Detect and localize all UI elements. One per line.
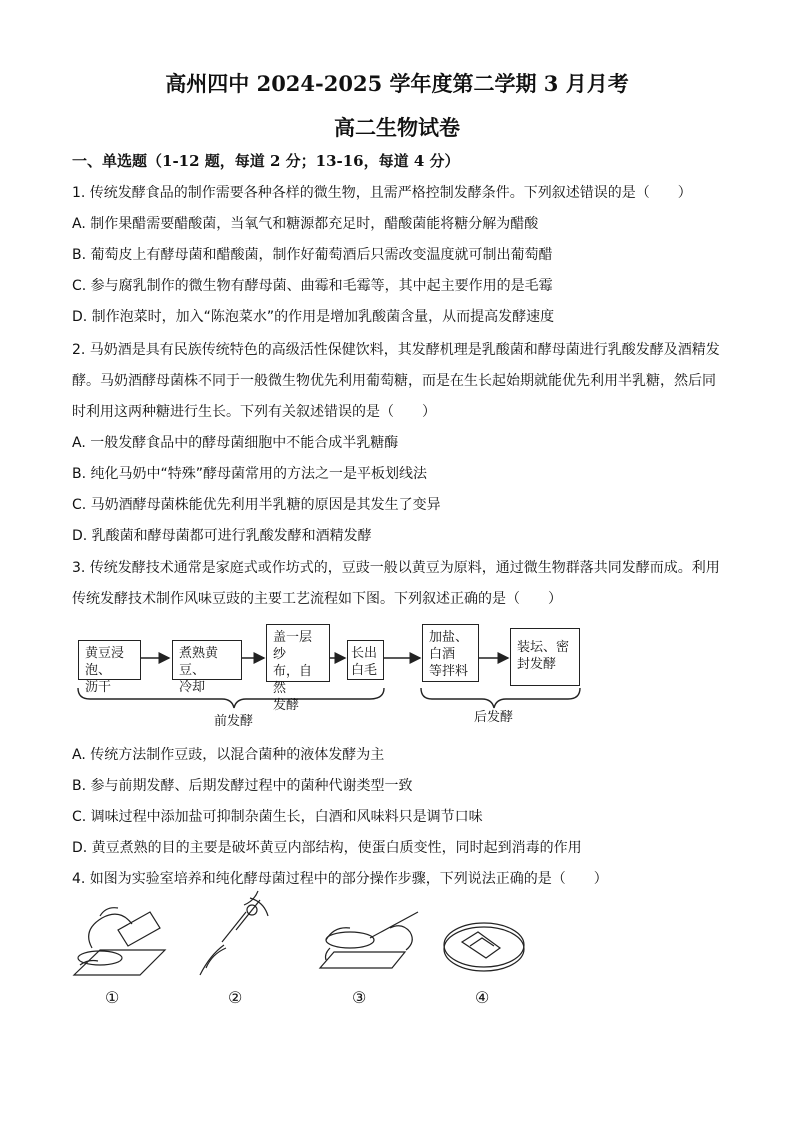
q2-option-b: B. 纯化马奶中“特殊”酵母菌常用的方法之一是平板划线法 — [72, 466, 428, 482]
q1-option-d: D. 制作泡菜时，加入“陈泡菜水”的作用是增加乳酸菌含量，从而提高发酵速度 — [72, 309, 555, 325]
q2-stem-line3: 时利用这两种糖进行生长。下列有关叙述错误的是（ ） — [72, 404, 436, 420]
flow-step-text: 黄豆浸泡、 — [85, 646, 125, 678]
q4-stem: 4. 如图为实验室培养和纯化酵母菌过程中的部分操作步骤，下列说法正确的是（ ） — [72, 871, 608, 887]
q1-stem: 1. 传统发酵食品的制作需要各种各样的微生物，且需严格控制发酵条件。下列叙述错误的是（ ） — [72, 185, 692, 201]
flow-step-text: 冷却 — [179, 680, 206, 695]
figure-label-4: ④ — [475, 988, 490, 1007]
flow-step-gauze-ferment — [266, 624, 330, 713]
flow-step-text: 沥干 — [85, 680, 112, 695]
flow-step-text: 煮熟黄豆、 — [179, 646, 219, 678]
flow-step-text: 装坛、密 — [517, 640, 570, 655]
q2-stem-line2: 酵。马奶酒酵母菌株不同于一般微生物优先利用葡萄糖，而是在生长起始期就能优先利用半乳糖，然后同 — [72, 373, 716, 389]
figure-label-3: ③ — [352, 988, 367, 1007]
q3-option-a: A. 传统方法制作豆豉，以混合菌种的液体发酵为主 — [72, 747, 385, 763]
flow-step-white-mold — [347, 640, 384, 680]
flow-step-salt-wine — [422, 624, 479, 682]
flow-step-text: 盖一层纱 — [273, 630, 313, 662]
section-heading: 一、单选题（1-12 题，每道 2 分；13-16，每道 4 分） — [72, 152, 460, 170]
flow-step-text: 等拌料 — [429, 664, 469, 679]
q2-option-c: C. 马奶酒酵母菌株能优先利用半乳糖的原因是其发生了变异 — [72, 497, 441, 513]
flow-step-text: 发酵 — [273, 698, 300, 713]
q3-option-c: C. 调味过程中添加盐可抑制杂菌生长，白酒和风味料只是调节口味 — [72, 809, 483, 825]
exam-title: 高州四中 2024-2025 学年度第二学期 3 月月考 — [165, 71, 629, 96]
q1-option-c: C. 参与腐乳制作的微生物有酵母菌、曲霉和毛霉等，其中起主要作用的是毛霉 — [72, 278, 553, 294]
flow-step-soak-drain — [78, 640, 141, 695]
q3-stem-line2: 传统发酵技术制作风味豆豉的主要工艺流程如下图。下列叙述正确的是（ ） — [72, 591, 562, 607]
flow-step-text: 封发酵 — [517, 657, 557, 672]
q1-option-a: A. 制作果醋需要醋酸菌，当氧气和糖源都充足时，醋酸菌能将糖分解为醋酸 — [72, 216, 539, 232]
brace-label-post-ferment: 后发酵 — [474, 710, 514, 725]
q1-option-b: B. 葡萄皮上有酵母菌和醋酸菌，制作好葡萄酒后只需改变温度就可制出葡萄醋 — [72, 247, 553, 263]
q3-stem-line1: 3. 传统发酵技术通常是家庭式或作坊式的，豆豉一般以黄豆为原料，通过微生物群落共同发酵而成。利用 — [72, 560, 720, 576]
flow-step-cook-cool — [172, 640, 242, 695]
q2-option-a: A. 一般发酵食品中的酵母菌细胞中不能合成半乳糖酶 — [72, 435, 399, 451]
flow-step-text: 白酒 — [429, 647, 456, 662]
flow-step-text: 白毛 — [351, 663, 378, 678]
q3-option-d: D. 黄豆煮熟的目的主要是破坏黄豆内部结构，使蛋白质变性，同时起到消毒的作用 — [72, 840, 582, 856]
q2-option-d: D. 乳酸菌和酵母菌都可进行乳酸发酵和酒精发酵 — [72, 528, 372, 544]
figure-label-2: ② — [228, 988, 243, 1007]
q3-option-b: B. 参与前期发酵、后期发酵过程中的菌种代谢类型一致 — [72, 778, 413, 794]
exam-subtitle: 高二生物试卷 — [334, 115, 460, 140]
flow-step-text: 布，自然 — [273, 664, 313, 696]
q2-stem-line1: 2. 马奶酒是具有民族传统特色的高级活性保健饮料，其发酵机理是乳酸菌和酵母菌进行乳酸发酵及酒精发 — [72, 342, 720, 358]
flow-step-text: 长出 — [351, 646, 378, 661]
figure-label-1: ① — [105, 988, 120, 1007]
flow-step-text: 加盐、 — [429, 630, 469, 645]
flow-step-seal-ferment — [510, 628, 580, 686]
brace-label-pre-ferment: 前发酵 — [214, 714, 254, 729]
